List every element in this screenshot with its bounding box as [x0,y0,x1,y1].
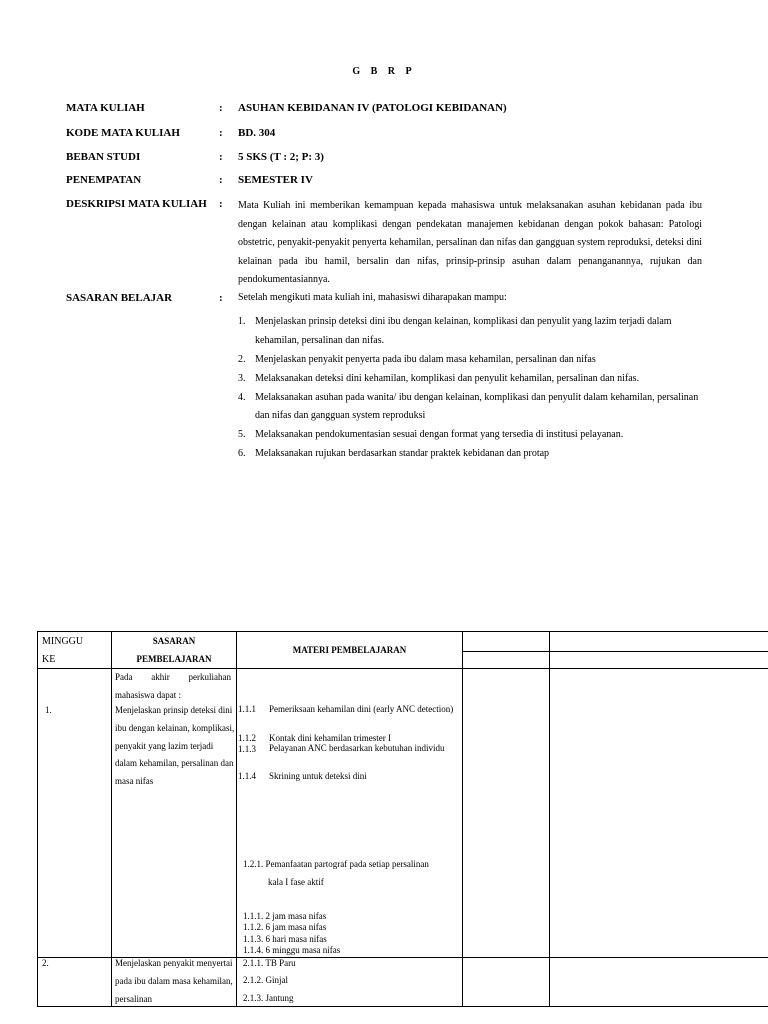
header-materi: MATERI PEMBELAJARAN [292,645,407,655]
materi-num: 1.1.1 [238,704,256,714]
materi-item: 1.1.2. 6 jam masa nifas [243,922,327,932]
week-number: 2. [42,958,49,968]
materi-item: Kontak dini kehamilan trimester I [269,733,391,743]
list-item [238,351,708,370]
list-item [238,389,708,426]
list-text: Menjelaskan prinsip deteksi dini ibu dengan kelainan, komplikasi dan penyulit yang lazim terjadi dalam kehamilan, persalinan dan nifas. [255,316,672,346]
materi-item: 1.1.1. 2 jam masa nifas [243,911,327,921]
penempatan-value: SEMESTER IV [238,174,313,186]
penempatan-label: PENEMPATAN [66,174,142,186]
list-number: 2. [238,353,246,365]
table-rule [37,631,38,1007]
sasaran-label: SASARAN BELAJAR [66,292,173,304]
materi-item: 2.1.3. Jantung [243,993,294,1003]
list-item [238,445,708,464]
deskripsi-text: Mata Kuliah ini memberikan kemampuan kepada mahasiswa untuk melaksanakan asuhan kebidanan pada ibu dengan kelainan atau komplikasi dengan pendekatan manajemen kebidanan dengan pokok bahasan: Patologi obstetric, penyakit-penyakit penyerta kehamilan, persalinan dan nifas dan gangguan system reproduksi, deteksi dini kelainan pada ibu hamil, bersalin dan nifas, prinsip-prinsip asuhan dalam penanganannya, rujukan dan pendokumentasiannya. [238,200,702,285]
colon: : [219,292,223,304]
list-number: 4. [238,391,246,403]
header-sasaran: SASARAN [152,636,196,646]
table-rule [111,631,112,1007]
sasaran-intro-cell: Pada akhir perkuliahan mahasiswa dapat : [115,672,231,700]
kode-label: KODE MATA KULIAH [66,127,180,139]
colon: : [219,127,223,139]
sasaran-list [238,313,708,464]
mata-kuliah-label: MATA KULIAH [66,102,145,114]
table-rule [37,631,768,632]
materi-item: 1.1.4. 6 minggu masa nifas [243,945,341,955]
list-item [238,370,708,389]
header-minggu: MINGGU [42,636,84,647]
materi-item: Skrining untuk deteksi dini [269,771,367,781]
materi-item: kala I fase aktif [268,877,324,887]
list-item [238,313,708,350]
colon: : [219,174,223,186]
table-rule [549,631,550,1007]
sasaran-intro: Setelah mengikuti mata kuliah ini, mahasiswi diharapakan mampu: [238,292,507,303]
sasaran-cell: Menjelaskan prinsip deteksi dini ibu dengan kelainan, komplikasi, penyakit yang lazim terjadi dalam kehamilan, persalinan dan masa nifas [115,705,235,787]
table-rule [462,651,768,652]
week-number: 1. [45,705,52,715]
materi-item: 1.2.1. Pemanfaatan partograf pada setiap persalinan [243,859,429,869]
materi-item: Pelayanan ANC berdasarkan kebutuhan individu [269,743,445,753]
header-pembelajaran: PEMBELAJARAN [136,654,212,664]
table-rule [236,631,237,1007]
deskripsi-label: DESKRIPSI MATA KULIAH [66,198,207,210]
colon: : [219,151,223,163]
materi-num: 1.1.3 [238,744,256,754]
materi-item: 1.1.3. 6 hari masa nifas [243,934,327,944]
table-rule [462,631,463,1007]
materi-item: 2.1.1. TB Paru [243,958,296,968]
colon: : [219,198,223,210]
materi-item: Pemeriksaan kehamilan dini (early ANC detection) [269,704,454,714]
kode-value: BD. 304 [238,127,276,139]
materi-item: 2.1.2. Ginjal [243,975,288,985]
list-number: 3. [238,372,246,384]
mata-kuliah-value: ASUHAN KEBIDANAN IV (PATOLOGI KEBIDANAN) [238,102,507,114]
beban-label: BEBAN STUDI [66,151,141,163]
page-title: G B R P [352,66,416,77]
beban-value: 5 SKS (T : 2; P: 3) [238,151,324,163]
list-text: Menjelaskan penyakit penyerta pada ibu dalam masa kehamilan, persalinan dan nifas [255,353,596,365]
list-text: Melaksanakan pendokumentasian sesuai dengan format yang tersedia di institusi pelayanan. [255,429,624,440]
list-text: Melaksanakan rujukan berdasarkan standar praktek kebidanan dan protap [255,448,550,459]
header-ke: KE [42,654,56,665]
list-text: Melaksanakan asuhan pada wanita/ ibu dengan kelainan, komplikasi dan penyulit dalam kehamilan, persalinan dan nifas dan gangguan system reproduksi [255,391,699,421]
materi-num: 1.1.4 [238,771,256,781]
list-text: Melaksanakan deteksi dini kehamilan, komplikasi dan penyulit kehamilan, persalinan dan nifas. [255,372,640,384]
list-item [238,426,708,445]
list-number: 6. [238,448,246,459]
colon: : [219,102,223,114]
materi-num: 1.1.2 [238,733,256,743]
list-number: 1. [238,316,246,327]
list-number: 5. [238,429,246,440]
sasaran-cell: Menjelaskan penyakit menyertai pada ibu dalam masa kehamilan, persalinan [115,958,233,1004]
